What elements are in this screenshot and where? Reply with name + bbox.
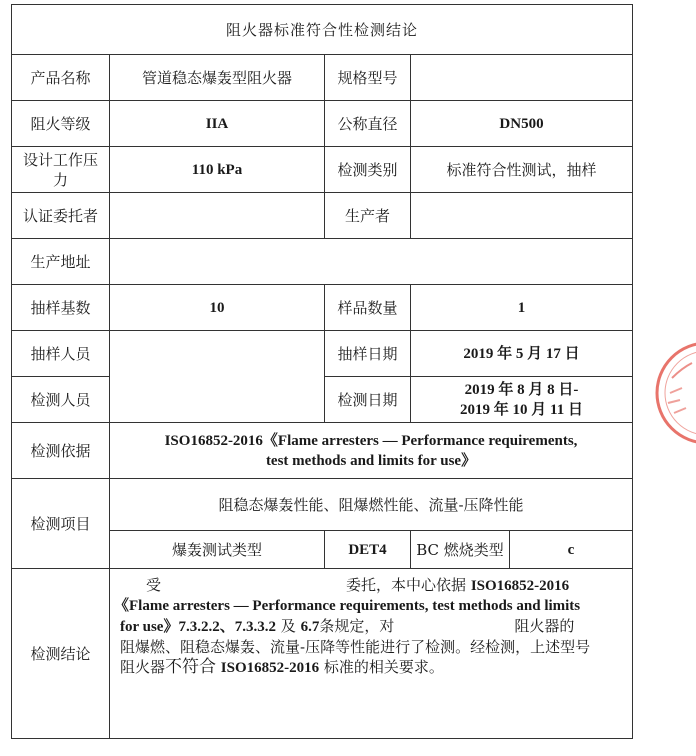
diameter-value: DN500 — [411, 101, 633, 147]
manufacturer-value — [411, 193, 633, 239]
sample-base-value: 10 — [110, 285, 325, 331]
conclusion-text — [110, 569, 633, 739]
conclusion-line2: 《Flame arresters — Performance requirements, test methods and limits — [114, 598, 581, 614]
conclusion-line3: for use》7.3.2.2、7.3.3.2 及 6.7条规定，对 阻火器的 — [120, 617, 575, 635]
sample-base-label: 抽样基数 — [12, 285, 110, 331]
sample-date-label: 抽样日期 — [325, 331, 411, 377]
pressure-label: 设计工作压力 — [12, 147, 110, 193]
tester-label: 检测人员 — [12, 377, 110, 423]
model-value — [411, 55, 633, 101]
sampler-label: 抽样人员 — [12, 331, 110, 377]
product-name-label: 产品名称 — [12, 55, 110, 101]
sample-date-value: 2019 年 5 月 17 日 — [411, 331, 633, 377]
basis-line1: ISO16852-2016《Flame arresters — Performance requirements, — [164, 432, 578, 449]
bc-label: BC 燃烧类型 — [411, 531, 510, 569]
client-value — [110, 193, 325, 239]
basis-value — [110, 423, 633, 479]
address-value — [110, 239, 633, 285]
personnel-value — [110, 331, 325, 423]
grade-value: IIA — [110, 101, 325, 147]
page-title: 阻火器标准符合性检测结论 — [12, 5, 633, 55]
basis-line2: test methods and limits for use》 — [265, 452, 477, 469]
address-label: 生产地址 — [12, 239, 110, 285]
det-value: DET4 — [325, 531, 411, 569]
conclusion-line4: 阻爆燃、阻稳态爆轰、流量-压降等性能进行了检测。经检测，上述型号 — [120, 638, 591, 656]
conclusion-line5: 阻火器不符合 ISO16852-2016 标准的相关要求。 — [120, 657, 444, 677]
diameter-label: 公称直径 — [325, 101, 411, 147]
test-date-line1: 2019 年 8 月 8 日- — [464, 381, 579, 398]
det-label: 爆轰测试类型 — [110, 531, 325, 569]
test-type-value: 标准符合性测试，抽样 — [411, 147, 633, 193]
sample-qty-value: 1 — [411, 285, 633, 331]
basis-label: 检测依据 — [12, 423, 110, 479]
conformity-table — [11, 4, 633, 739]
fail-verdict: 不符合 — [165, 657, 217, 677]
manufacturer-label: 生产者 — [325, 193, 411, 239]
product-name-value: 管道稳态爆轰型阻火器 — [110, 55, 325, 101]
client-label: 认证委托者 — [12, 193, 110, 239]
test-date-value — [411, 377, 633, 423]
test-date-label: 检测日期 — [325, 377, 411, 423]
conclusion-label: 检测结论 — [12, 569, 110, 739]
official-seal-icon — [652, 338, 696, 448]
items-summary: 阻稳态爆轰性能、阻爆燃性能、流量-压降性能 — [110, 479, 633, 531]
test-type-label: 检测类别 — [325, 147, 411, 193]
model-label: 规格型号 — [325, 55, 411, 101]
conclusion-line1: 受 委托，本中心依据 ISO16852-2016 — [146, 576, 570, 594]
pressure-value: 110 kPa — [110, 147, 325, 193]
grade-label: 阻火等级 — [12, 101, 110, 147]
bc-value: c — [510, 531, 633, 569]
items-label: 检测项目 — [12, 479, 110, 569]
test-date-line2: 2019 年 10 月 11 日 — [460, 401, 583, 418]
sample-qty-label: 样品数量 — [325, 285, 411, 331]
